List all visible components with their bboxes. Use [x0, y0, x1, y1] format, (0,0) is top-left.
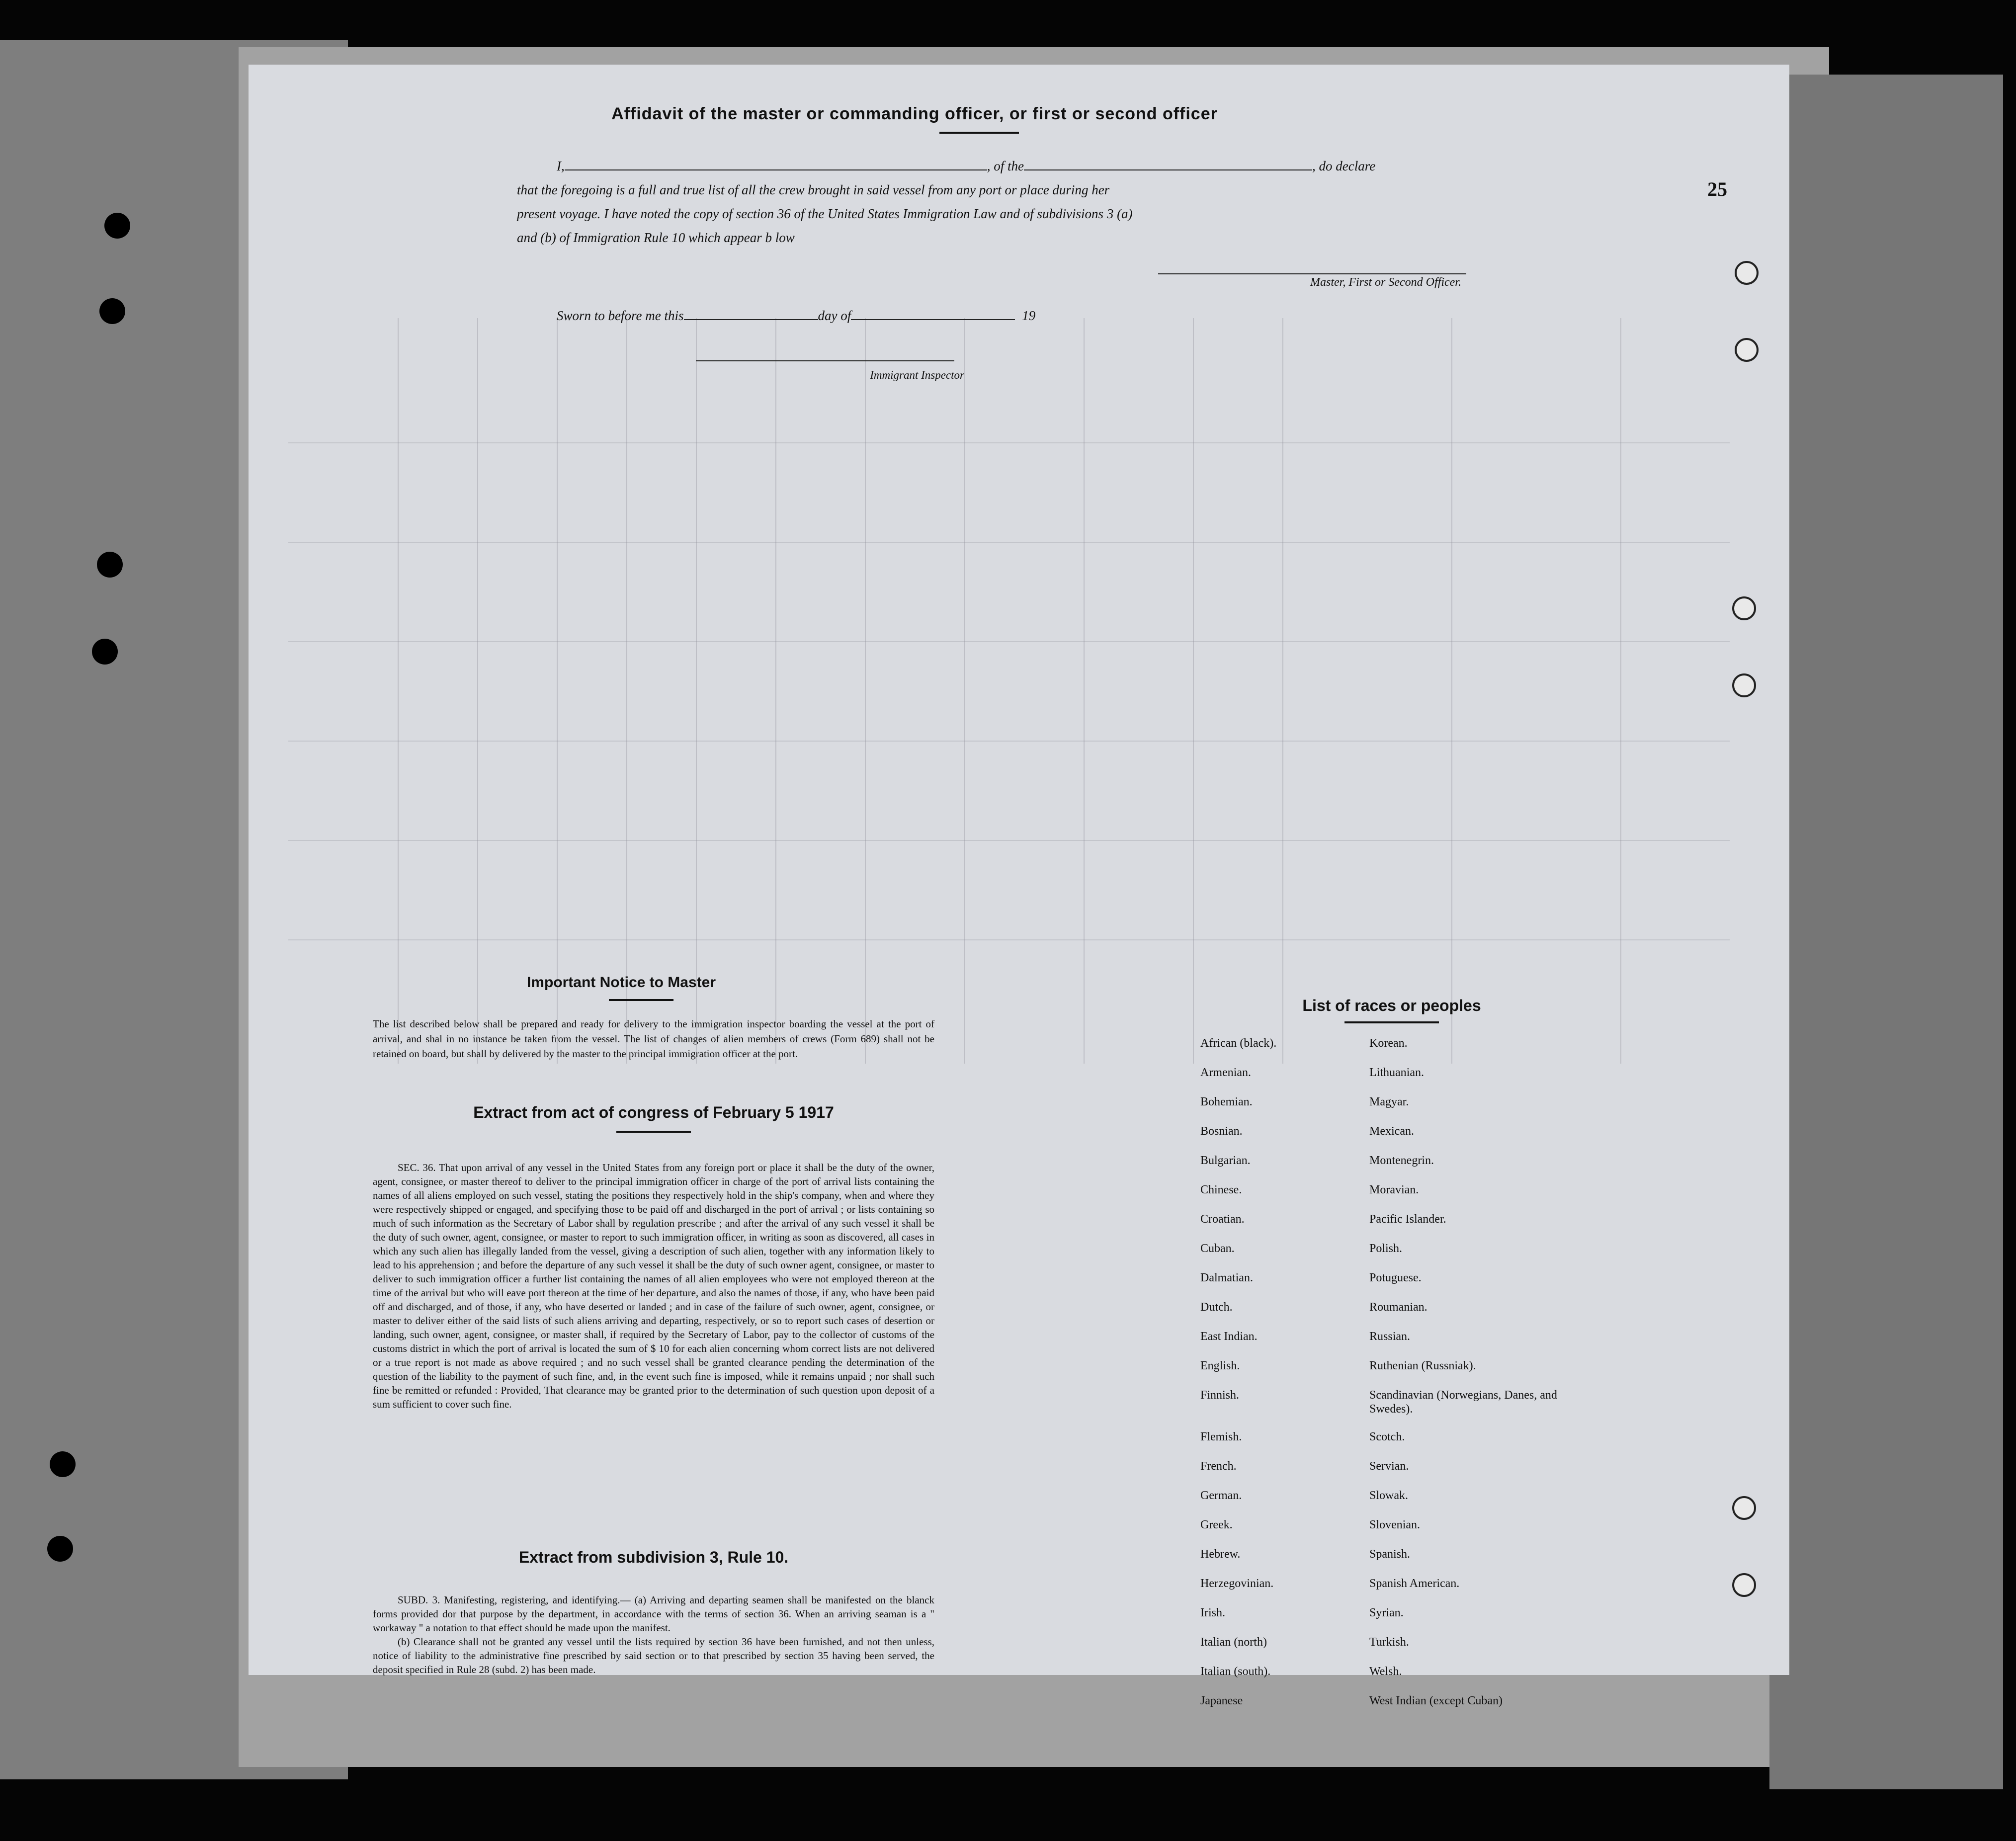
race-item: Greek. — [1200, 1518, 1233, 1531]
race-item: Hebrew. — [1200, 1548, 1241, 1561]
race-item: Russian. — [1369, 1330, 1411, 1343]
punch-hole — [47, 1536, 73, 1562]
signature-label: Master, First or Second Officer. — [1310, 276, 1461, 289]
affidavit-title: Affidavit of the master or commanding officer, or first or second officer — [611, 104, 1218, 123]
background-sheet-right — [1769, 75, 2003, 1789]
race-item: Moravian. — [1369, 1183, 1419, 1196]
day-blank — [684, 304, 818, 320]
race-item: Magyar. — [1369, 1095, 1409, 1108]
race-item: Pacific Islander. — [1369, 1213, 1446, 1226]
race-item: Bosnian. — [1200, 1125, 1243, 1138]
binder-hole — [1735, 261, 1759, 285]
race-item: Slovenian. — [1369, 1518, 1420, 1531]
act-extract-title: Extract from act of congress of February 5 1917 — [473, 1103, 834, 1121]
sworn-line: Sworn to before me this day of 19 — [557, 304, 1035, 324]
race-item: Bohemian. — [1200, 1095, 1253, 1108]
month-blank — [851, 304, 1015, 320]
race-item: East Indian. — [1200, 1330, 1258, 1343]
inspector-signature-line — [696, 360, 954, 361]
race-item: French. — [1200, 1460, 1237, 1473]
punch-hole — [97, 552, 123, 578]
race-item: Servian. — [1369, 1460, 1409, 1473]
race-item: African (black). — [1200, 1037, 1277, 1050]
subdivision-3-para-b: (b) Clearance shall not be granted any vessel until the lists required by section 36 have been furnished, and not then unless, notice of liability to the administrative fine prescribed by said section or to that prescribed by section 35 having been served, the deposit specified in Rule 28 (subd. 2) has been made. — [373, 1636, 934, 1675]
race-item: Montenegrin. — [1369, 1154, 1434, 1167]
binder-hole — [1732, 1573, 1756, 1597]
race-item: Spanish. — [1369, 1548, 1411, 1561]
race-item: Scotch. — [1369, 1430, 1405, 1443]
race-item: Ruthenian (Russniak). — [1369, 1359, 1476, 1372]
race-item: Turkish. — [1369, 1636, 1409, 1649]
affidavit-line-1: I, , of the , do declare — [517, 154, 1461, 178]
race-item: English. — [1200, 1359, 1240, 1372]
name-blank — [565, 155, 987, 170]
binder-hole — [1732, 673, 1756, 697]
race-item: Flemish. — [1200, 1430, 1242, 1443]
section-36-text — [373, 1161, 934, 1411]
race-item: Lithuanian. — [1369, 1066, 1424, 1079]
race-item: Polish. — [1369, 1242, 1403, 1255]
punch-hole — [104, 213, 130, 239]
race-item: Armenian. — [1200, 1066, 1251, 1079]
page-number: 25 — [1707, 178, 1727, 200]
races-underline — [1344, 1021, 1439, 1023]
subdivision-3-text — [373, 1593, 934, 1676]
affidavit-line-3: present voyage. I have noted the copy of section 36 of the United States Immigration Law and of subdivisions 3 (a) — [517, 206, 1133, 221]
binder-hole — [1732, 596, 1756, 620]
race-item: Japanese — [1200, 1694, 1243, 1707]
race-item: Dutch. — [1200, 1301, 1233, 1314]
race-item: West Indian (except Cuban) — [1369, 1694, 1503, 1707]
affidavit-line-4: and (b) of Immigration Rule 10 which appear b low — [517, 230, 795, 245]
race-item: Korean. — [1369, 1037, 1408, 1050]
race-item: Dalmatian. — [1200, 1271, 1253, 1284]
race-item: Italian (north) — [1200, 1636, 1267, 1649]
notice-underline — [609, 999, 673, 1001]
race-item: Italian (south). — [1200, 1665, 1271, 1678]
race-item: Irish. — [1200, 1606, 1225, 1619]
race-item: Roumanian. — [1369, 1301, 1428, 1314]
binder-hole — [1732, 1496, 1756, 1520]
section-36-paragraph: SEC. 36. That upon arrival of any vessel in the United States from any foreign port or place it shall be the duty of the owner, agent, consignee, or master thereof to deliver to the principal immigration officer in charge of the port of arrival lists containing the names of all aliens employed on such vessel, stating the positions they respectively hold in the ship's company, when and where they were respectively shipped or engaged, and specifying those to be paid off and discharged in the port of arrival ; or lists containing so much of such information as the Secretary of Labor shall by regulation prescribe ; and after the arrival of any such vessel it shall be the duty of such owner, agent, consignee, or master to report to such immigration officer, in writing as soon as discovered, all cases in which any such alien has illegally landed from the vessel, giving a description of such alien, together with any information likely to lead to his apprehension ; and before the departure of any such vessel it shall be the duty of such owner agent, consignee, or master to deliver to such immigration officer a further list containing the names of all alien employees who were not employed thereon at the time of the arrival but who will eave port thereon at the time of her departure, and also the names of those, if any, who have been paid off and discharged, and of those, if any, who have deserted or landed ; and in case of the failure of such owner, agent, consignee, or master to deliver either of the said lists of such aliens arriving and departing, respectively, or so to report such cases of desertion or landing, such owner, agent, consignee, or master shall, if required by the Secretary of Labor, pay to the collector of customs of the customs district in which the port of arrival is located the sum of $ 10 for each alien concerning whom correct lists are not delivered or a true report is not made as above required ; and no such vessel shall be granted clearance pending the determination of the question of the liability to the payment of such fine, and, in the event such fine is imposed, while it remains unpaid ; nor shall such fine be remitted or refunded : Provided, That clearance may be granted prior to the determination of such question upon deposit of a sum sufficient to cover such fine. — [373, 1162, 934, 1410]
binder-hole — [1735, 338, 1759, 362]
race-item: Syrian. — [1369, 1606, 1404, 1619]
rule-extract-title: Extract from subdivision 3, Rule 10. — [518, 1548, 789, 1566]
punch-hole — [92, 639, 118, 665]
races-title: List of races or peoples — [1302, 997, 1481, 1014]
vessel-blank — [1024, 155, 1312, 170]
race-item: Mexican. — [1369, 1125, 1414, 1138]
race-item: Cuban. — [1200, 1242, 1235, 1255]
notice-title: Important Notice to Master — [526, 974, 716, 991]
punch-hole — [50, 1451, 76, 1477]
race-item: Herzegovinian. — [1200, 1577, 1274, 1590]
race-item: Croatian. — [1200, 1213, 1245, 1226]
race-item: Potuguese. — [1369, 1271, 1422, 1284]
race-item: Chinese. — [1200, 1183, 1242, 1196]
affidavit-line-2: that the foregoing is a full and true list of all the crew brought in said vessel from any port or place during her — [517, 182, 1110, 197]
race-item: Scandinavian (Norwegians, Danes, and Swedes). — [1369, 1389, 1557, 1416]
inspector-label: Immigrant Inspector — [870, 369, 964, 381]
title-underline — [939, 132, 1019, 134]
race-item: Slowak. — [1369, 1489, 1408, 1502]
subdivision-3-para-a: SUBD. 3. Manifesting, registering, and identifying.— (a) Arriving and departing seamen shall be manifested on the blanck forms provided dor that purpose by the department, in accordance with the terms of section 36. When an arriving seaman is a " workaway " a notation to that effect should be made upon the manifest. — [373, 1594, 934, 1634]
race-item: Welsh. — [1369, 1665, 1402, 1678]
notice-text: The list described below shall be prepared and ready for delivery to the immigration inspector boarding the vessel at the port of arrival, and shal in no instance be taken from the vessel. The list of changes of alien members of crews (Form 689) shall not be retained on board, but shall by delivered by the master to the principal immigration officer at the port. — [373, 1018, 934, 1060]
race-item: Bulgarian. — [1200, 1154, 1251, 1167]
race-item: Finnish. — [1200, 1389, 1240, 1402]
affidavit-body — [517, 154, 1461, 250]
punch-hole — [99, 298, 125, 324]
signature-line — [1158, 273, 1466, 274]
race-item: Spanish American. — [1369, 1577, 1460, 1590]
manifest-page — [249, 65, 1789, 1707]
act-underline — [616, 1131, 691, 1133]
race-item: German. — [1200, 1489, 1242, 1502]
